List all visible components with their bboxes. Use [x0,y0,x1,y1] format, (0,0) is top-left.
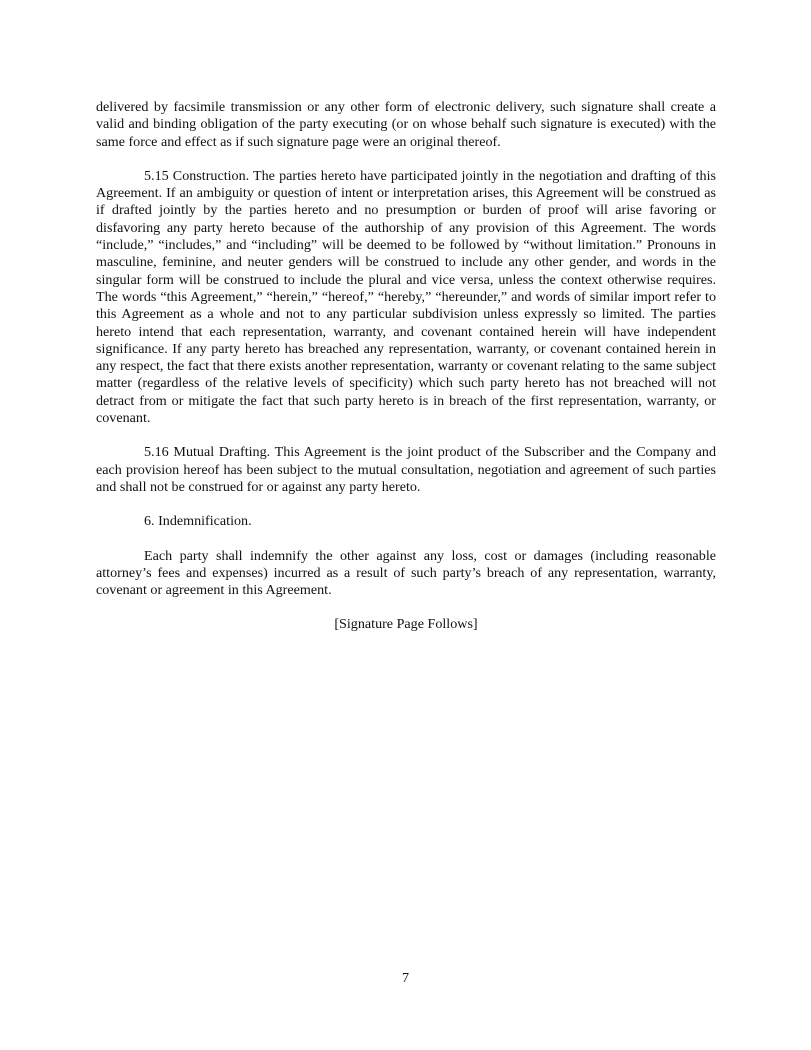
page-number: 7 [401,970,410,986]
paragraph-signature-delivery: delivered by facsimile transmission or any other form of electronic delivery, such signature shall create a valid and binding obligation of the party executing (or on whose behalf such signature is executed) with the same force and effect as if such signature page were an original thereof. [96,99,716,150]
section-heading-indemnification: 6. Indemnification. [144,513,252,530]
document-page [96,99,716,634]
paragraph-indemnification: Each party shall indemnify the other against any loss, cost or damages (including reasonable attorney’s fees and expenses) incurred as a result of such party’s breach of any representation, warranty, covenant or agreement in this Agreement. [96,547,716,599]
paragraph-mutual-drafting: 5.16 Mutual Drafting. This Agreement is the joint product of the Subscriber and the Company and each provision hereof has been subject to the mutual consultation, negotiation and agreement of such parties and shall not be construed for or against any party hereto. [96,444,716,495]
signature-page-note: [Signature Page Follows] [334,616,478,633]
paragraph-construction: 5.15 Construction. The parties hereto have participated jointly in the negotiation and drafting of this Agreement. If an ambiguity or question of intent or interpretation arises, this Agreement will be construed as if drafted jointly by the parties hereto and no presumption or burden of proof will arise favoring or disfavoring any party hereto because of the authorship of any provision of this Agreement. The words “include,” “includes,” and “including” will be deemed to be followed by “without limitation.” Pronouns in masculine, feminine, and neuter genders will be construed to include any other gender, and words in the singular form will be construed to include the plural and vice versa, unless the context otherwise requires. The words “this Agreement,” “herein,” “hereof,” “hereby,” “hereunder,” and words of similar import refer to this Agreement as a whole and not to any particular subdivision unless expressly so limited. The parties hereto intend that each representation, warranty, and covenant contained herein will have independent significance. If any party hereto has breached any representation, warranty, or covenant contained herein in any respect, the fact that there exists another representation, warranty or covenant relating to the same subject matter (regardless of the relative levels of specificity) which such party hereto has not breached will not detract from or mitigate the fact that such party hereto is in breach of the first representation, warranty, or covenant. [96,167,716,427]
